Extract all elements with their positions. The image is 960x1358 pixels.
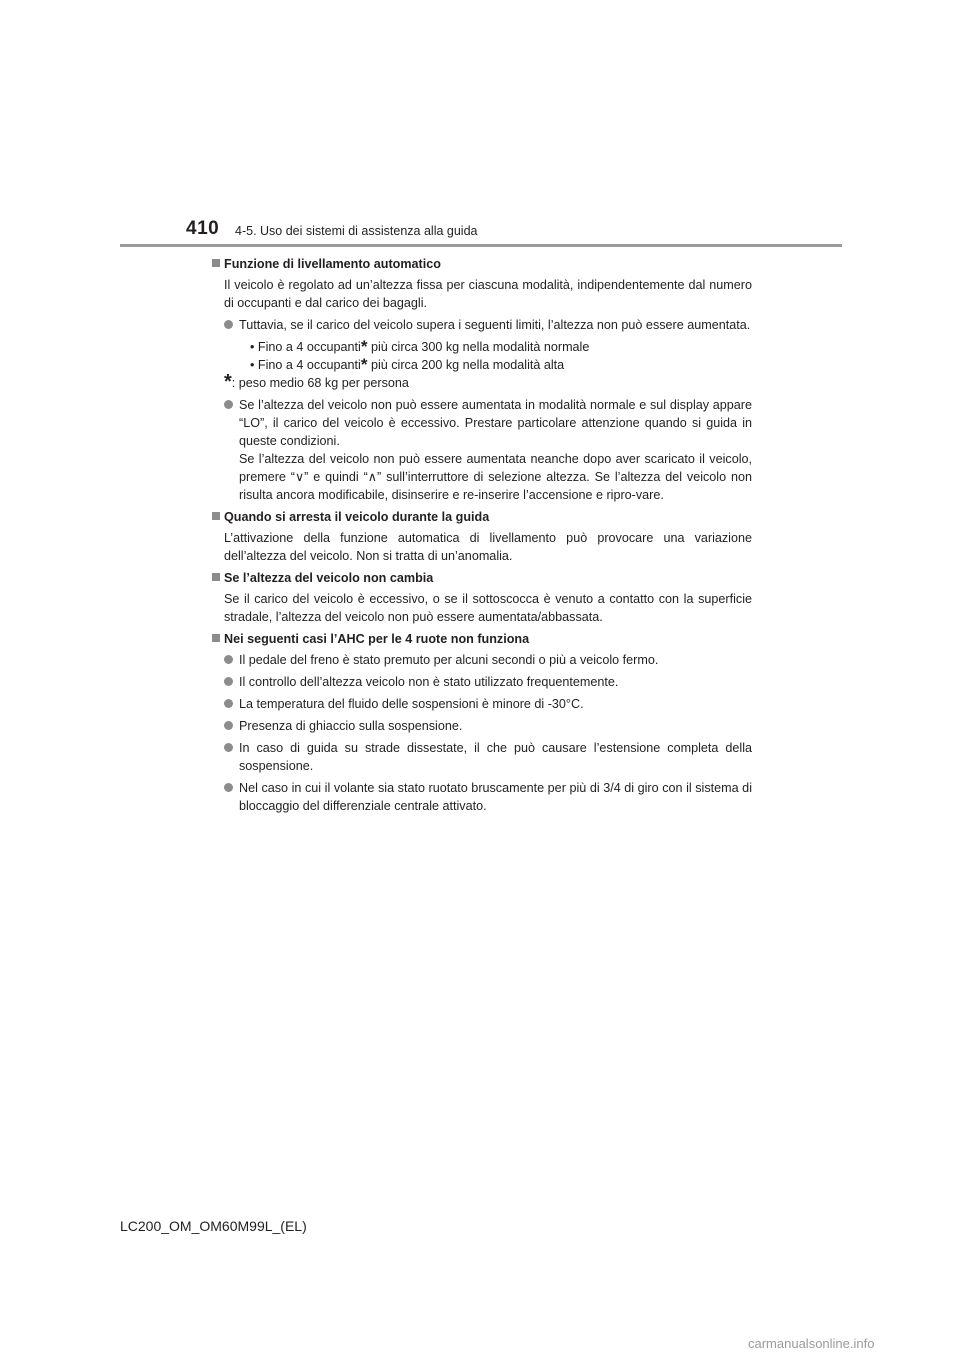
bullet-item bbox=[239, 695, 752, 713]
watermark: carmanualsonline.info bbox=[748, 1336, 875, 1351]
paragraph: Il veicolo è regolato ad un’altezza fissa per ciascuna modalità, indipendentemente dal numero di occupanti e dal carico dei bagagli. bbox=[224, 278, 752, 310]
heading-text: Se l’altezza del veicolo non cambia bbox=[224, 571, 434, 585]
asterisk-marker: * bbox=[224, 371, 232, 393]
paragraph: Se il carico del veicolo è eccessivo, o se il sottoscocca è venuto a contatto con la superficie stradale, l’altezza del veicolo non può essere aumentata/abbassata. bbox=[224, 592, 752, 624]
bullet-text-continued: Se l’altezza del veicolo non può essere aumentata neanche dopo aver scaricato il veicolo, premere “∨” e quindi “∧” sull’interruttore di selezione altezza. Se l’altezza del veicolo non risulta ancora modificabile, disinserire e re-inserire l’accensione e ripro-vare. bbox=[239, 452, 752, 502]
bullet-item bbox=[239, 396, 752, 504]
round-bullet-icon bbox=[224, 743, 233, 752]
bullet-text: Nel caso in cui il volante sia stato ruotato bruscamente per più di 3/4 di giro con il sistema di bloccaggio del differenziale centrale attivato. bbox=[239, 781, 752, 813]
bullet-text: In caso di guida su strade dissestate, il che può causare l’estensione completa della sospensione. bbox=[239, 741, 752, 773]
heading-text: Funzione di livellamento automatico bbox=[224, 257, 441, 271]
bullet-text: Se l’altezza del veicolo non può essere aumentata in modalità normale e sul display appare “LO”, il carico del veicolo è eccessivo. Prestare particolare attenzione quando si guida in queste condizioni. bbox=[239, 398, 752, 448]
sub-item-prefix: • Fino a 4 occupanti bbox=[250, 358, 361, 372]
square-bullet-icon bbox=[212, 512, 220, 520]
square-bullet-icon bbox=[212, 573, 220, 581]
sub-item-suffix: più circa 200 kg nella modalità alta bbox=[367, 358, 565, 372]
sub-item bbox=[250, 338, 752, 356]
bullet-item bbox=[239, 673, 752, 691]
bullet-text: Il pedale del freno è stato premuto per alcuni secondi o più a veicolo fermo. bbox=[239, 653, 659, 667]
heading-text: Nei seguenti casi l’AHC per le 4 ruote non funziona bbox=[224, 632, 530, 646]
round-bullet-icon bbox=[224, 721, 233, 730]
asterisk-marker: * bbox=[360, 355, 368, 374]
round-bullet-icon bbox=[224, 655, 233, 664]
asterisk-marker: * bbox=[360, 337, 368, 356]
heading-auto-leveling bbox=[212, 255, 752, 273]
bullet-text: Il controllo dell’altezza veicolo non è stato utilizzato frequentemente. bbox=[239, 675, 619, 689]
paragraph: L’attivazione della funzione automatica di livellamento può provocare una variazione dell’altezza del veicolo. Non si tratta di un’anomalia. bbox=[224, 531, 752, 563]
round-bullet-icon bbox=[224, 400, 233, 409]
square-bullet-icon bbox=[212, 634, 220, 642]
footer-code: LC200_OM_OM60M99L_(EL) bbox=[120, 1218, 307, 1234]
content bbox=[212, 255, 752, 819]
heading-ahc-not-working bbox=[212, 630, 752, 648]
round-bullet-icon bbox=[224, 677, 233, 686]
sub-item bbox=[250, 356, 752, 374]
heading-height-not-changing bbox=[212, 569, 752, 587]
round-bullet-icon bbox=[224, 699, 233, 708]
header-rule bbox=[120, 244, 842, 247]
sub-item-prefix: • Fino a 4 occupanti bbox=[250, 340, 361, 354]
square-bullet-icon bbox=[212, 259, 220, 267]
bullet-item bbox=[239, 739, 752, 775]
bullet-text: La temperatura del fluido delle sospensioni è minore di -30°C. bbox=[239, 697, 584, 711]
bullet-item bbox=[239, 717, 752, 735]
footnote-text: : peso medio 68 kg per persona bbox=[231, 376, 409, 390]
bullet-item bbox=[239, 316, 752, 334]
round-bullet-icon bbox=[224, 320, 233, 329]
round-bullet-icon bbox=[224, 783, 233, 792]
bullet-item bbox=[239, 651, 752, 669]
bullet-text: Tuttavia, se il carico del veicolo supera i seguenti limiti, l’altezza non può essere aumentata. bbox=[239, 318, 751, 332]
section-title: 4-5. Uso dei sistemi di assistenza alla guida bbox=[235, 224, 478, 238]
sub-item-suffix: più circa 300 kg nella modalità normale bbox=[367, 340, 590, 354]
bullet-text: Presenza di ghiaccio sulla sospensione. bbox=[239, 719, 463, 733]
bullet-item bbox=[239, 779, 752, 815]
heading-text: Quando si arresta il veicolo durante la guida bbox=[224, 510, 490, 524]
heading-stop-while-driving bbox=[212, 508, 752, 526]
footnote bbox=[224, 371, 752, 393]
page-number: 410 bbox=[186, 218, 220, 239]
